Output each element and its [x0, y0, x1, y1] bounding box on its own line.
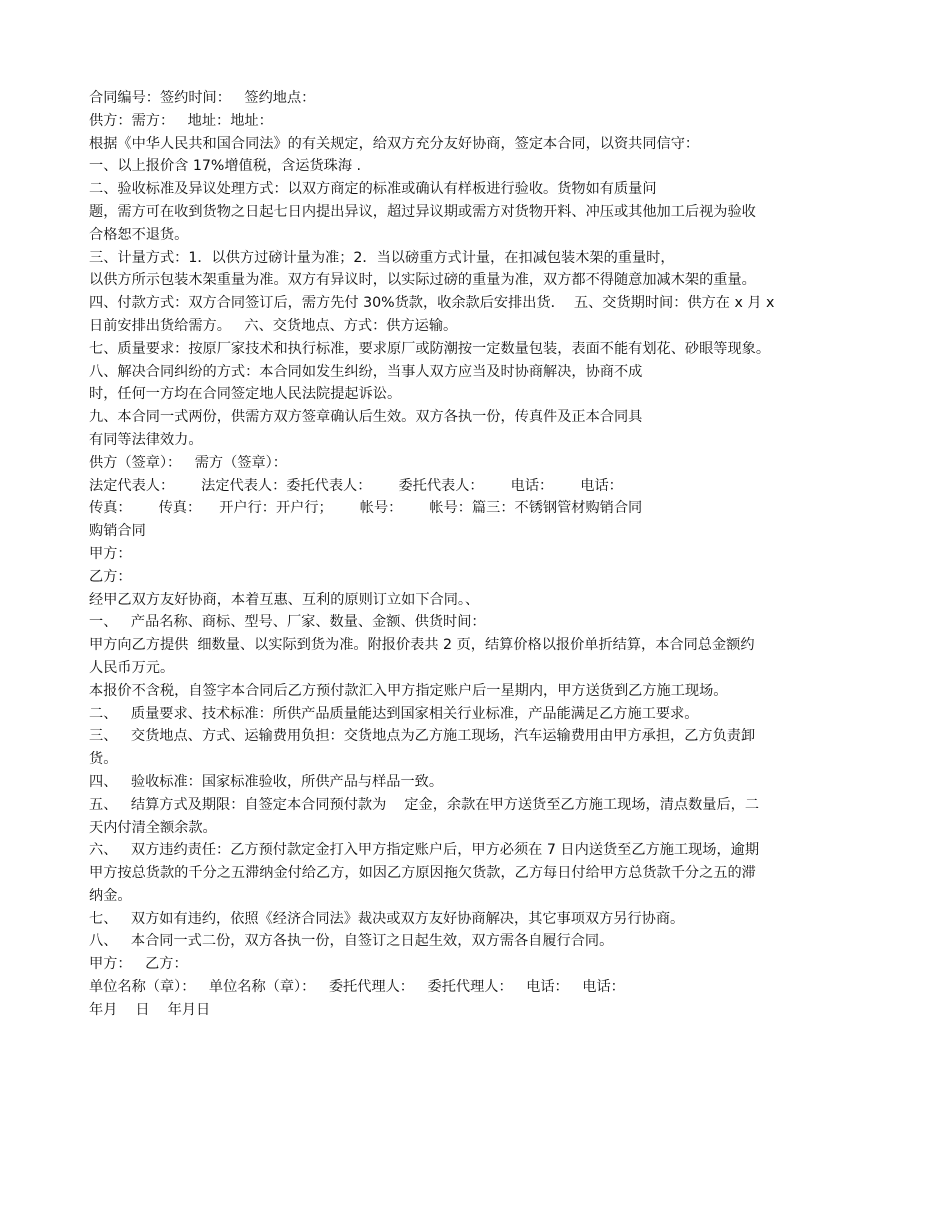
clause-3-cont-line: 以供方所示包装木架重量为准。双方有异议时，以实际过磅的重量为准，双方都不得随意加减木架的重量。 — [89, 272, 756, 289]
bank-info-line: 传真： 传真： 开户行：开户行； 帐号： 帐号：篇三：不锈钢管材购销合同 — [89, 500, 643, 517]
item-6-line: 六、 双方违约责任：乙方预付款定金打入甲方指定账户后，甲方必须在 7 日内送货至乙方施工现场，逾期 — [89, 842, 760, 859]
party-signature-line: 甲方： 乙方： — [89, 956, 188, 973]
date-line: 年月 日 年月日 — [89, 1001, 211, 1018]
signature-line: 供方（签章）： 需方（签章）： — [89, 454, 287, 471]
clause-5-6-line: 日前安排出货给需方。 六、交货地点、方式：供方运输。 — [89, 317, 458, 334]
party-a-line: 甲方： — [89, 545, 132, 562]
item-4-line: 四、 验收标准：国家标准验收，所供产品与样品一致。 — [89, 773, 444, 790]
item-1-cont-line: 人民币万元。 — [89, 659, 175, 676]
clause-8-line: 八、解决合同纠纷的方式：本合同如发生纠纷，当事人双方应当及时协商解决，协商不成 — [89, 363, 643, 380]
representative-line: 法定代表人： 法定代表人：委托代表人： 委托代表人： 电话： 电话： — [89, 477, 623, 494]
item-6-cont-line: 甲方按总货款的千分之五滞纳金付给乙方，如因乙方原因拖欠货款，乙方每日付给甲方总货款千分之五的滞 — [89, 865, 756, 882]
clause-1-line: 一、以上报价含 17%增值税，含运货珠海 . — [89, 158, 362, 175]
second-contract-title: 购销合同 — [89, 523, 146, 540]
contract-header-line: 合同编号：签约时间： 签约地点： — [89, 90, 316, 106]
clause-9-line: 九、本合同一式两份，供需方双方签章确认后生效。双方各执一份，传真件及正本合同具 — [89, 409, 643, 426]
item-8-line: 八、 本合同一式二份，双方各执一份，自签订之日起生效，双方需各自履行合同。 — [89, 933, 614, 950]
item-5-cont-line: 天内付清全额余款。 — [89, 819, 217, 836]
clause-2-end-line: 合格恕不退货。 — [89, 226, 189, 243]
party-b-line: 乙方： — [89, 568, 132, 585]
parties-address-line: 供方：需方： 地址：地址： — [89, 112, 273, 129]
clause-7-line: 七、质量要求：按原厂家技术和执行标准，要求原厂或防潮按一定数量包装，表面不能有划花、砂眼等现象。 — [89, 340, 771, 357]
item-3-line: 三、 交货地点、方式、运输费用负担：交货地点为乙方施工现场，汽车运输费用由甲方承担，乙方负责卸 — [89, 728, 756, 745]
contract-document — [89, 87, 869, 1022]
item-1-detail-line: 甲方向乙方提供 细数量、以实际到货为准。附报价表共 2 页，结算价格以报价单折结算，本合同总金额约 — [89, 637, 755, 654]
second-preamble-line: 经甲乙双方友好协商，本着互惠、互利的原则订立如下合同。、 — [89, 591, 480, 608]
preamble-line: 根据《中华人民共和国合同法》的有关规定，给双方充分友好协商，签定本合同，以资共同信守： — [89, 135, 700, 152]
clause-9-cont-line: 有同等法律效力。 — [89, 431, 203, 448]
item-1-line: 一、 产品名称、商标、型号、厂家、数量、金额、供货时间： — [89, 614, 486, 631]
price-note-line: 本报价不含税，自签字本合同后乙方预付款汇入甲方指定账户后一星期内，甲方送货到乙方施工现场。 — [89, 682, 728, 699]
item-5-line: 五、 结算方式及期限：自签定本合同预付款为 定金，余款在甲方送货至乙方施工现场，清点数量后，二 — [89, 796, 760, 813]
clause-8-cont-line: 时，任何一方均在合同签定地人民法院提起诉讼。 — [89, 386, 402, 403]
item-7-line: 七、 双方如有违约，依照《经济合同法》裁决或双方友好协商解决，其它事项双方另行协商。 — [89, 910, 685, 927]
item-6-end-line: 纳金。 — [89, 887, 132, 904]
clause-2-cont-line: 题，需方可在收到货物之日起七日内提出异议，超过异议期或需方对货物开料、冲压或其他加工后视为验收 — [89, 203, 756, 220]
clause-4-5-line: 四、付款方式：双方合同签订后，需方先付 30%货款，收余款后安排出货． 五、交货期时间：供方在 x 月 x — [89, 295, 775, 312]
item-2-line: 二、 质量要求、技术标准：所供产品质量能达到国家相关行业标准，产品能满足乙方施工要求。 — [89, 705, 699, 722]
clause-2-line: 二、验收标准及异议处理方式：以双方商定的标准或确认有样板进行验收。货物如有质量问 — [89, 181, 657, 198]
item-3-cont-line: 货。 — [89, 751, 118, 768]
company-name-line: 单位名称（章）： 单位名称（章）： 委托代理人： 委托代理人： 电话： 电话： — [89, 979, 625, 996]
clause-3-line: 三、计量方式：1．以供方过磅计量为准；2．当以磅重方式计量，在扣减包装木架的重量时， — [89, 249, 675, 266]
